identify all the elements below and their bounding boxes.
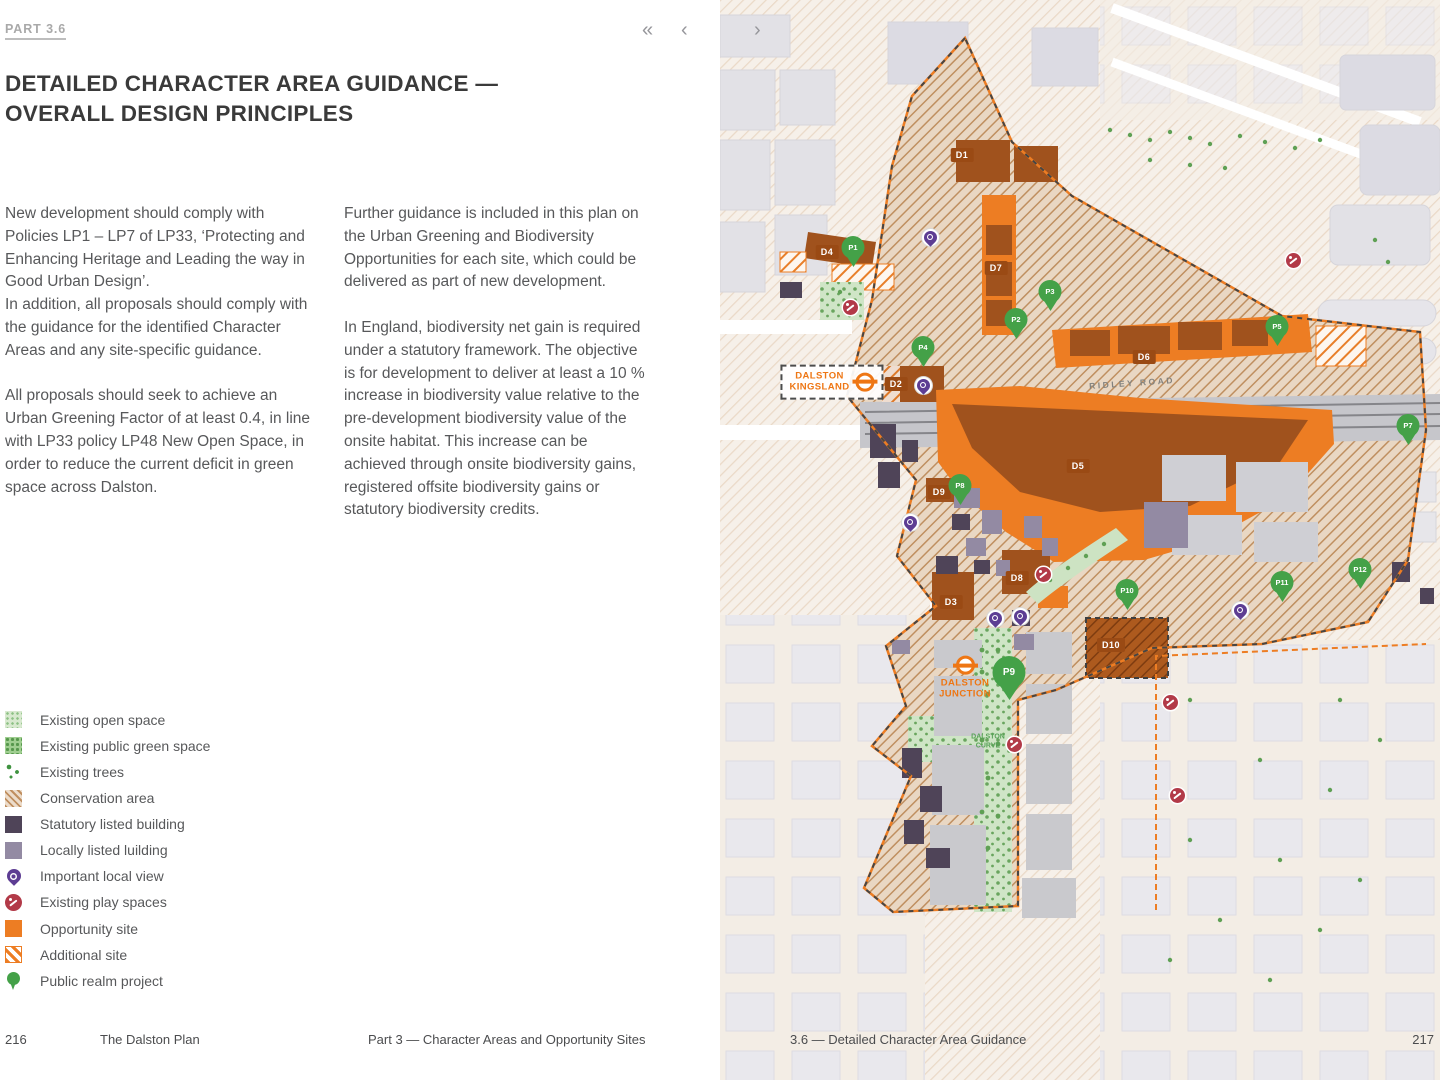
local-view-icon bbox=[1012, 608, 1029, 625]
page-number-left: 216 bbox=[5, 1032, 27, 1047]
legend-label: Conservation area bbox=[40, 790, 155, 807]
site-marker-d1: D1 bbox=[951, 148, 974, 162]
play-space-icon bbox=[5, 894, 22, 911]
paragraph: All proposals should seek to achieve an Urban Greening Factor of at least 0.4, in line with LP33 policy LP48 New Open Space, in order to reduce the current deficit in green space across Dalston. bbox=[5, 387, 310, 496]
legend-label: Existing play spaces bbox=[40, 894, 167, 911]
legend-item bbox=[5, 894, 210, 912]
garden-label-dalston-curve: DALSTON CURVE bbox=[971, 733, 1005, 749]
additional-site-swatch bbox=[5, 946, 22, 963]
locally-listed-swatch bbox=[5, 842, 22, 859]
legend-label: Additional site bbox=[40, 946, 128, 963]
paragraph: Further guidance is included in this plan on the Urban Greening and Biodiversity Opportunities for each site, which could be delivered as part of new development. bbox=[344, 205, 639, 291]
legend-list bbox=[5, 711, 210, 989]
local-view-icon bbox=[987, 610, 1004, 627]
public-realm-pin-p10: P10 bbox=[1116, 579, 1139, 602]
play-space-icon bbox=[1036, 567, 1051, 582]
public-realm-pin-p9: P9 bbox=[993, 656, 1026, 689]
local-view-icon bbox=[922, 229, 939, 246]
legend-label: Existing open space bbox=[40, 711, 166, 728]
paragraph: In addition, all proposals should comply with the guidance for the identified Character Areas and any site-specific guidance. bbox=[5, 296, 308, 359]
station-name: DALSTON KINGSLAND bbox=[789, 370, 850, 393]
paragraph: In England, biodiversity net gain is required under a statutory framework. The objective is for development to deliver at least a 10 % increase in biodiversity value relative to the pre-development biodiversity value of the onsite habitat. This increase can be achieved through onsite biodiversity gains, registered offsite biodiversity gains or statutory biodiversity credits. bbox=[344, 319, 645, 519]
opportunity-site-swatch bbox=[5, 920, 22, 937]
local-view-icon bbox=[1232, 602, 1249, 619]
legend-item bbox=[5, 972, 210, 990]
play-space-icon bbox=[1007, 737, 1022, 752]
play-space-icon bbox=[1286, 253, 1301, 268]
page-number-right: 217 bbox=[1412, 1032, 1434, 1047]
page-title: DETAILED CHARACTER AREA GUIDANCE — OVERALL DESIGN PRINCIPLES bbox=[5, 71, 499, 126]
public-realm-pin-p7: P7 bbox=[1397, 414, 1420, 437]
footer-section-right: 3.6 — Detailed Character Area Guidance bbox=[790, 1032, 1027, 1047]
public-realm-pin-p11: P11 bbox=[1271, 571, 1294, 594]
legend-item bbox=[5, 815, 210, 833]
conservation-area-swatch bbox=[5, 790, 22, 807]
map-page bbox=[720, 0, 1440, 1080]
station-label-kingsland bbox=[780, 365, 883, 400]
local-view-icon bbox=[5, 868, 22, 885]
legend-item bbox=[5, 868, 210, 886]
public-realm-pin-p3: P3 bbox=[1039, 280, 1062, 303]
legend-label: Locally listed luilding bbox=[40, 842, 168, 859]
statutory-listed-swatch bbox=[5, 816, 22, 833]
public-realm-pin-p4: P4 bbox=[912, 336, 935, 359]
first-page-icon[interactable]: « bbox=[642, 19, 654, 41]
legend-item bbox=[5, 920, 210, 938]
public-realm-pin-p2: P2 bbox=[1005, 308, 1028, 331]
footer-section-left: Part 3 — Character Areas and Opportunity Sites bbox=[368, 1032, 646, 1047]
site-marker-d3: D3 bbox=[940, 595, 963, 609]
site-marker-d5: D5 bbox=[1067, 459, 1090, 473]
play-space-icon bbox=[1170, 788, 1185, 803]
play-space-icon bbox=[843, 300, 858, 315]
text-column-2 bbox=[344, 203, 650, 545]
legend-item bbox=[5, 763, 210, 781]
local-view-icon bbox=[902, 514, 919, 531]
site-marker-d9: D9 bbox=[928, 485, 951, 499]
legend-item bbox=[5, 789, 210, 807]
site-marker-d10: D10 bbox=[1097, 638, 1125, 652]
legend-item bbox=[5, 711, 210, 729]
public-realm-pin-p8: P8 bbox=[949, 474, 972, 497]
local-view-icon bbox=[915, 377, 932, 394]
public-realm-pin-p1: P1 bbox=[842, 236, 865, 259]
map-overlay bbox=[720, 0, 1440, 1080]
play-space-icon bbox=[1163, 695, 1178, 710]
legend-label: Public realm project bbox=[40, 972, 163, 989]
public-green-space-swatch bbox=[5, 737, 22, 754]
trees-swatch bbox=[5, 763, 22, 780]
site-marker-d4: D4 bbox=[816, 245, 839, 259]
open-space-swatch bbox=[5, 711, 22, 728]
public-realm-pin-icon bbox=[5, 972, 22, 989]
station-label-junction bbox=[812, 656, 1118, 701]
body-columns bbox=[5, 203, 650, 545]
doc-title: The Dalston Plan bbox=[100, 1032, 200, 1047]
station-name: DALSTON JUNCTION bbox=[939, 677, 991, 700]
site-marker-d8: D8 bbox=[1006, 571, 1029, 585]
part-label: PART 3.6 bbox=[5, 22, 66, 40]
site-marker-d6: D6 bbox=[1133, 350, 1156, 364]
legend-label: Important local view bbox=[40, 868, 164, 885]
site-marker-d2: D2 bbox=[885, 377, 908, 391]
legend-label: Existing trees bbox=[40, 763, 125, 780]
road-label-ridley-road: RIDLEY ROAD bbox=[1088, 375, 1176, 391]
legend-label: Existing public green space bbox=[40, 737, 211, 754]
public-realm-pin-p5: P5 bbox=[1266, 315, 1289, 338]
legend-item bbox=[5, 737, 210, 755]
previous-page-icon[interactable]: ‹ bbox=[681, 19, 688, 41]
text-column-1 bbox=[5, 203, 311, 545]
legend-label: Opportunity site bbox=[40, 920, 139, 937]
site-marker-d7: D7 bbox=[985, 261, 1008, 275]
next-page-icon[interactable]: › bbox=[754, 19, 761, 41]
paragraph: New development should comply with Policies LP1 – LP7 of LP33, ‘Protecting and Enhancing Heritage and Leading the way in Good Urban Design’. bbox=[5, 205, 305, 291]
overground-roundel-icon bbox=[856, 373, 875, 392]
public-realm-pin-p12: P12 bbox=[1349, 558, 1372, 581]
legend-label: Statutory listed building bbox=[40, 816, 185, 833]
overground-roundel-icon bbox=[956, 656, 975, 675]
legend-item bbox=[5, 841, 210, 859]
legend-item bbox=[5, 946, 210, 964]
